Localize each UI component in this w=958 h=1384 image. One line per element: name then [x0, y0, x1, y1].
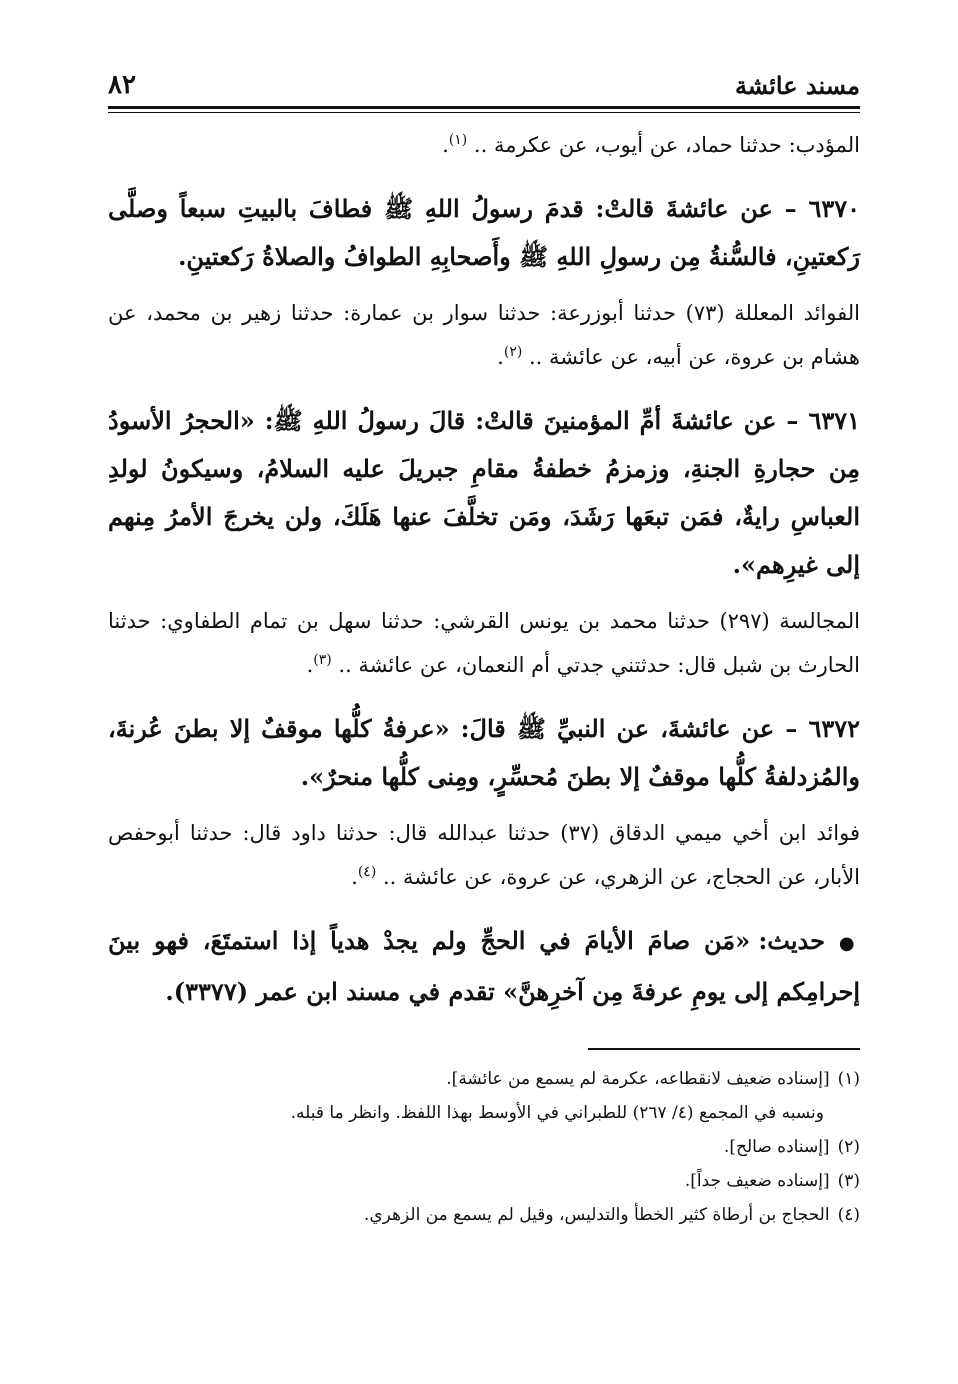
hadith-6372: ٦٣٧٢ – عن عائشةَ، عن النبيِّ ﷺ قالَ: «عرفةُ كلُّها موقفٌ إلا بطنَ عُرنةَ، والمُزدلفةُ كلُّها موقفٌ إلا بطنَ مُحسِّرٍ، ومِنى كلُّها منحرٌ». — [108, 714, 860, 791]
footnote-text: [إسناده ضعيف لانقطاعه، عكرمة لم يسمع من عائشة]. — [446, 1069, 830, 1089]
book-page — [108, 60, 860, 1232]
footnote-marker[interactable]: (٢) — [503, 344, 523, 360]
source-end: . — [306, 653, 314, 677]
hadith-6370: ٦٣٧٠ – عن عائشةَ قالتْ: قدمَ رسولُ اللهِ ﷺ فطافَ بالبيتِ سبعاً وصلَّى رَكعتينِ، فالسُّنةُ مِن رسولِ اللهِ ﷺ وأَصحابِهِ الطوافُ والصلاةُ رَكعتينِ. — [108, 194, 860, 271]
footnote-3 — [108, 1164, 860, 1198]
footnotes — [108, 1062, 860, 1232]
source-paragraph — [108, 811, 860, 899]
source-text: فوائد ابن أخي ميمي الدقاق (٣٧) حدثنا عبدالله قال: حدثنا داود قال: حدثنا أبوحفص الأبار، عن الحجاج، عن الزهري، عن عروة، عن عائشة .. — [108, 821, 861, 889]
footnote-number: (١) — [837, 1069, 860, 1089]
page-number: ٨٢ — [108, 70, 136, 100]
header-rule-thin — [108, 112, 860, 113]
footnote-number: (٢) — [837, 1137, 860, 1157]
footnote-4 — [108, 1198, 860, 1232]
source-text: المؤدب: حدثنا حماد، عن أيوب، عن عكرمة .. — [467, 133, 860, 157]
source-text: الفوائد المعللة (٧٣) حدثنا أبوزرعة: حدثنا سوار بن عمارة: حدثنا زهير بن محمد، عن هشام بن عروة، عن أبيه، عن عائشة .. — [108, 301, 860, 369]
source-paragraph — [108, 291, 860, 379]
header-rule-thick — [108, 106, 860, 109]
footnote-text: الحجاج بن أرطاة كثير الخطأ والتدليس، وقيل لم يسمع من الزهري. — [363, 1205, 830, 1225]
source-text: المجالسة (٢٩٧) حدثنا محمد بن يونس القرشي: حدثنا سهل بن تمام الطفاوي: حدثنا الحارث بن شبل قال: حدثتني جدتي أم النعمان، عن عائشة .. — [108, 609, 860, 677]
source-end: . — [351, 865, 358, 889]
footnote-text: [إسناده ضعيف جداً]. — [684, 1171, 830, 1191]
footnote-1-continuation — [108, 1096, 860, 1130]
footnote-divider — [588, 1048, 860, 1050]
source-paragraph — [108, 599, 860, 687]
footnote-marker[interactable]: (٣) — [313, 652, 332, 668]
footnote-1 — [108, 1062, 860, 1096]
footnote-marker[interactable]: (٤) — [357, 864, 377, 880]
footnote-number: (٤) — [837, 1205, 860, 1225]
page-header — [108, 60, 860, 100]
source-end: . — [442, 133, 449, 157]
footnote-text: [إسناده صالح]. — [723, 1137, 830, 1157]
footnote-text: ونسبه في المجمع (٤/ ٢٦٧) للطبراني في الأوسط بهذا اللفظ. وانظر ما قبله. — [290, 1103, 824, 1123]
source-end: . — [497, 345, 504, 369]
running-title: مسند عائشة — [734, 71, 860, 100]
bullet-icon: ● — [838, 933, 860, 954]
hadith-text: حديث: «مَن صامَ الأيامَ في الحجِّ ولم يجدْ هدياً إذا استمتَعَ، فهو بينَ إحرامِكم إلى يومِ عرفةَ مِن آخرِهنَّ» تقدم في مسند ابن عمر (٣٣٧٧). — [108, 926, 860, 1006]
hadith-6371: ٦٣٧١ – عن عائشةَ أمِّ المؤمنينَ قالتْ: قالَ رسولُ اللهِ ﷺ: «الحجرُ الأسودُ مِن حجارةِ الجنةِ، وزمزمُ خطفةُ مقامِ جبريلَ عليه السلامُ، وسيكونُ لولدِ العباسِ رايةٌ، فمَن تبعَها رَشَدَ، ومَن تخلَّفَ عنها هَلَكَ، ولن يخرجَ الأمرُ مِنهم إلى غيرِهم». — [108, 406, 860, 579]
footnote-marker[interactable]: (١) — [448, 132, 468, 148]
body-text — [108, 123, 860, 1016]
footnote-2 — [108, 1130, 860, 1164]
footnote-number: (٣) — [837, 1171, 860, 1191]
source-paragraph — [108, 123, 860, 167]
hadith-cross-reference — [108, 917, 860, 1016]
